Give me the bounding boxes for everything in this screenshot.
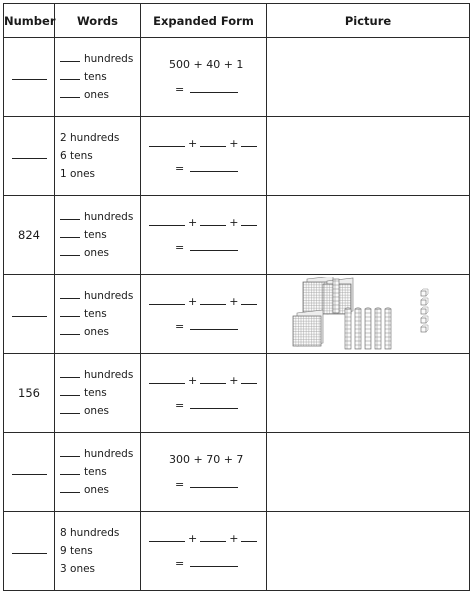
expanded-line xyxy=(149,526,266,552)
unit-label: tens xyxy=(84,229,107,241)
place-value-worksheet xyxy=(3,3,469,595)
plus-sign: + xyxy=(229,532,239,545)
words-line xyxy=(60,68,140,86)
number-cell xyxy=(4,38,55,117)
number-value: 824 xyxy=(18,228,40,242)
equals-line xyxy=(149,473,266,497)
words-cell xyxy=(55,275,141,354)
one-cube xyxy=(421,307,428,314)
header-row xyxy=(4,4,470,38)
equals-line xyxy=(149,315,266,339)
plus-sign: + xyxy=(229,216,239,229)
words-blank[interactable] xyxy=(60,367,80,378)
number-cell xyxy=(4,512,55,591)
expanded-line xyxy=(149,447,266,473)
expanded-cell xyxy=(141,196,267,275)
unit-label: hundreds xyxy=(84,369,134,381)
words-text: 3 ones xyxy=(60,563,96,575)
answer-blank[interactable] xyxy=(190,321,238,330)
equals-line xyxy=(149,394,266,418)
table-row xyxy=(4,512,470,591)
hundreds-blank[interactable] xyxy=(149,217,185,226)
hundreds-blank[interactable] xyxy=(149,533,185,542)
words-line xyxy=(60,560,140,578)
words-cell xyxy=(55,512,141,591)
hundreds-blank[interactable] xyxy=(149,138,185,147)
words-line xyxy=(60,323,140,341)
answer-blank[interactable] xyxy=(190,558,238,567)
table-row xyxy=(4,196,470,275)
picture-cell xyxy=(267,38,470,117)
words-line xyxy=(60,445,140,463)
expanded-cell xyxy=(141,354,267,433)
equals-sign: = xyxy=(175,399,185,412)
words-blank[interactable] xyxy=(60,385,80,396)
hundred-flat xyxy=(293,310,323,346)
plus-sign: + xyxy=(188,532,198,545)
picture-cell xyxy=(267,433,470,512)
words-blank[interactable] xyxy=(60,482,80,493)
one-cube xyxy=(421,289,428,296)
expanded-line xyxy=(149,52,266,78)
number-blank[interactable] xyxy=(12,154,47,159)
answer-blank[interactable] xyxy=(190,242,238,251)
words-line xyxy=(60,287,140,305)
equals-sign: = xyxy=(175,83,185,96)
number-blank[interactable] xyxy=(12,549,47,554)
words-blank[interactable] xyxy=(60,69,80,80)
unit-label: hundreds xyxy=(84,448,134,460)
expanded-cell xyxy=(141,512,267,591)
words-line xyxy=(60,542,140,560)
number-blank[interactable] xyxy=(12,470,47,475)
tens-blank[interactable] xyxy=(200,533,226,542)
answer-blank[interactable] xyxy=(190,479,238,488)
equals-sign: = xyxy=(175,241,185,254)
equals-sign: = xyxy=(175,320,185,333)
words-text: 1 ones xyxy=(60,168,96,180)
number-cell xyxy=(4,433,55,512)
ten-rod xyxy=(365,308,371,349)
unit-label: ones xyxy=(84,484,110,496)
number-cell xyxy=(4,354,55,433)
equals-sign: = xyxy=(175,162,185,175)
plus-sign: + xyxy=(188,295,198,308)
unit-label: ones xyxy=(84,89,110,101)
hundreds-blank[interactable] xyxy=(149,296,185,305)
unit-label: tens xyxy=(84,387,107,399)
table-row xyxy=(4,354,470,433)
worksheet-table xyxy=(3,3,470,591)
words-cell xyxy=(55,38,141,117)
equals-line xyxy=(149,552,266,576)
plus-sign: + xyxy=(229,374,239,387)
words-blank[interactable] xyxy=(60,446,80,457)
plus-sign: + xyxy=(188,374,198,387)
words-line xyxy=(60,208,140,226)
unit-label: ones xyxy=(84,326,110,338)
header-picture: Picture xyxy=(267,4,470,38)
words-line xyxy=(60,366,140,384)
words-text: 9 tens xyxy=(60,545,93,557)
table-row xyxy=(4,275,470,354)
expanded-line xyxy=(149,131,266,157)
base-ten-blocks xyxy=(275,277,472,353)
words-blank[interactable] xyxy=(60,51,80,62)
equals-line xyxy=(149,157,266,181)
number-value: 156 xyxy=(18,386,40,400)
unit-label: hundreds xyxy=(84,211,134,223)
picture-cell xyxy=(267,354,470,433)
words-line xyxy=(60,463,140,481)
unit-label: hundreds xyxy=(84,290,134,302)
words-blank[interactable] xyxy=(60,464,80,475)
picture-cell xyxy=(267,512,470,591)
words-line xyxy=(60,524,140,542)
words-blank[interactable] xyxy=(60,227,80,238)
words-line xyxy=(60,165,140,183)
expanded-line xyxy=(149,210,266,236)
equals-line xyxy=(149,236,266,260)
expanded-cell xyxy=(141,433,267,512)
answer-blank[interactable] xyxy=(190,84,238,93)
words-blank[interactable] xyxy=(60,403,80,414)
number-cell xyxy=(4,196,55,275)
unit-label: tens xyxy=(84,308,107,320)
number-blank[interactable] xyxy=(12,312,47,317)
one-cube xyxy=(421,316,428,323)
unit-label: tens xyxy=(84,71,107,83)
ten-rod xyxy=(385,308,391,349)
words-text: 8 hundreds xyxy=(60,527,120,539)
words-line xyxy=(60,402,140,420)
equals-sign: = xyxy=(175,557,185,570)
plus-sign: + xyxy=(188,216,198,229)
table-row xyxy=(4,433,470,512)
equals-line xyxy=(149,78,266,102)
unit-label: tens xyxy=(84,466,107,478)
tens-blank[interactable] xyxy=(200,375,226,384)
expanded-text: 500 + 40 + 1 xyxy=(169,58,244,71)
table-row xyxy=(4,117,470,196)
ones-blank[interactable] xyxy=(241,138,257,147)
picture-cell xyxy=(267,275,470,354)
number-blank[interactable] xyxy=(12,75,47,80)
number-cell xyxy=(4,117,55,196)
unit-label: ones xyxy=(84,405,110,417)
unit-label: ones xyxy=(84,247,110,259)
words-line xyxy=(60,305,140,323)
tens-blank[interactable] xyxy=(200,296,226,305)
ten-rod xyxy=(345,308,351,349)
picture-cell xyxy=(267,196,470,275)
words-line xyxy=(60,86,140,104)
ten-rod xyxy=(375,308,381,349)
words-cell xyxy=(55,354,141,433)
ten-rod xyxy=(355,308,361,349)
words-text: 6 tens xyxy=(60,150,93,162)
header-words: Words xyxy=(55,4,141,38)
expanded-line xyxy=(149,368,266,394)
words-line xyxy=(60,147,140,165)
words-line xyxy=(60,129,140,147)
one-cube xyxy=(421,325,428,332)
words-blank[interactable] xyxy=(60,324,80,335)
expanded-cell xyxy=(141,275,267,354)
hundreds-blank[interactable] xyxy=(149,375,185,384)
words-line xyxy=(60,384,140,402)
tens-blank[interactable] xyxy=(200,138,226,147)
words-line xyxy=(60,481,140,499)
words-cell xyxy=(55,117,141,196)
ones-blank[interactable] xyxy=(241,533,257,542)
number-cell xyxy=(4,275,55,354)
hundred-flat xyxy=(333,279,339,313)
answer-blank[interactable] xyxy=(190,163,238,172)
table-row xyxy=(4,38,470,117)
expanded-text: 300 + 70 + 7 xyxy=(169,453,244,466)
picture-cell xyxy=(267,117,470,196)
plus-sign: + xyxy=(229,137,239,150)
plus-sign: + xyxy=(229,295,239,308)
plus-sign: + xyxy=(188,137,198,150)
words-cell xyxy=(55,433,141,512)
unit-label: hundreds xyxy=(84,53,134,65)
words-blank[interactable] xyxy=(60,209,80,220)
words-line xyxy=(60,226,140,244)
words-blank[interactable] xyxy=(60,306,80,317)
ones-blank[interactable] xyxy=(241,296,257,305)
ones-blank[interactable] xyxy=(241,217,257,226)
words-blank[interactable] xyxy=(60,288,80,299)
one-cube xyxy=(421,298,428,305)
expanded-cell xyxy=(141,117,267,196)
words-cell xyxy=(55,196,141,275)
words-line xyxy=(60,50,140,68)
equals-sign: = xyxy=(175,478,185,491)
words-text: 2 hundreds xyxy=(60,132,120,144)
expanded-line xyxy=(149,289,266,315)
ones-blank[interactable] xyxy=(241,375,257,384)
words-line xyxy=(60,244,140,262)
words-blank[interactable] xyxy=(60,87,80,98)
tens-blank[interactable] xyxy=(200,217,226,226)
answer-blank[interactable] xyxy=(190,400,238,409)
expanded-cell xyxy=(141,38,267,117)
words-blank[interactable] xyxy=(60,245,80,256)
header-expanded-form: Expanded Form xyxy=(141,4,267,38)
header-number: Number xyxy=(4,4,55,38)
